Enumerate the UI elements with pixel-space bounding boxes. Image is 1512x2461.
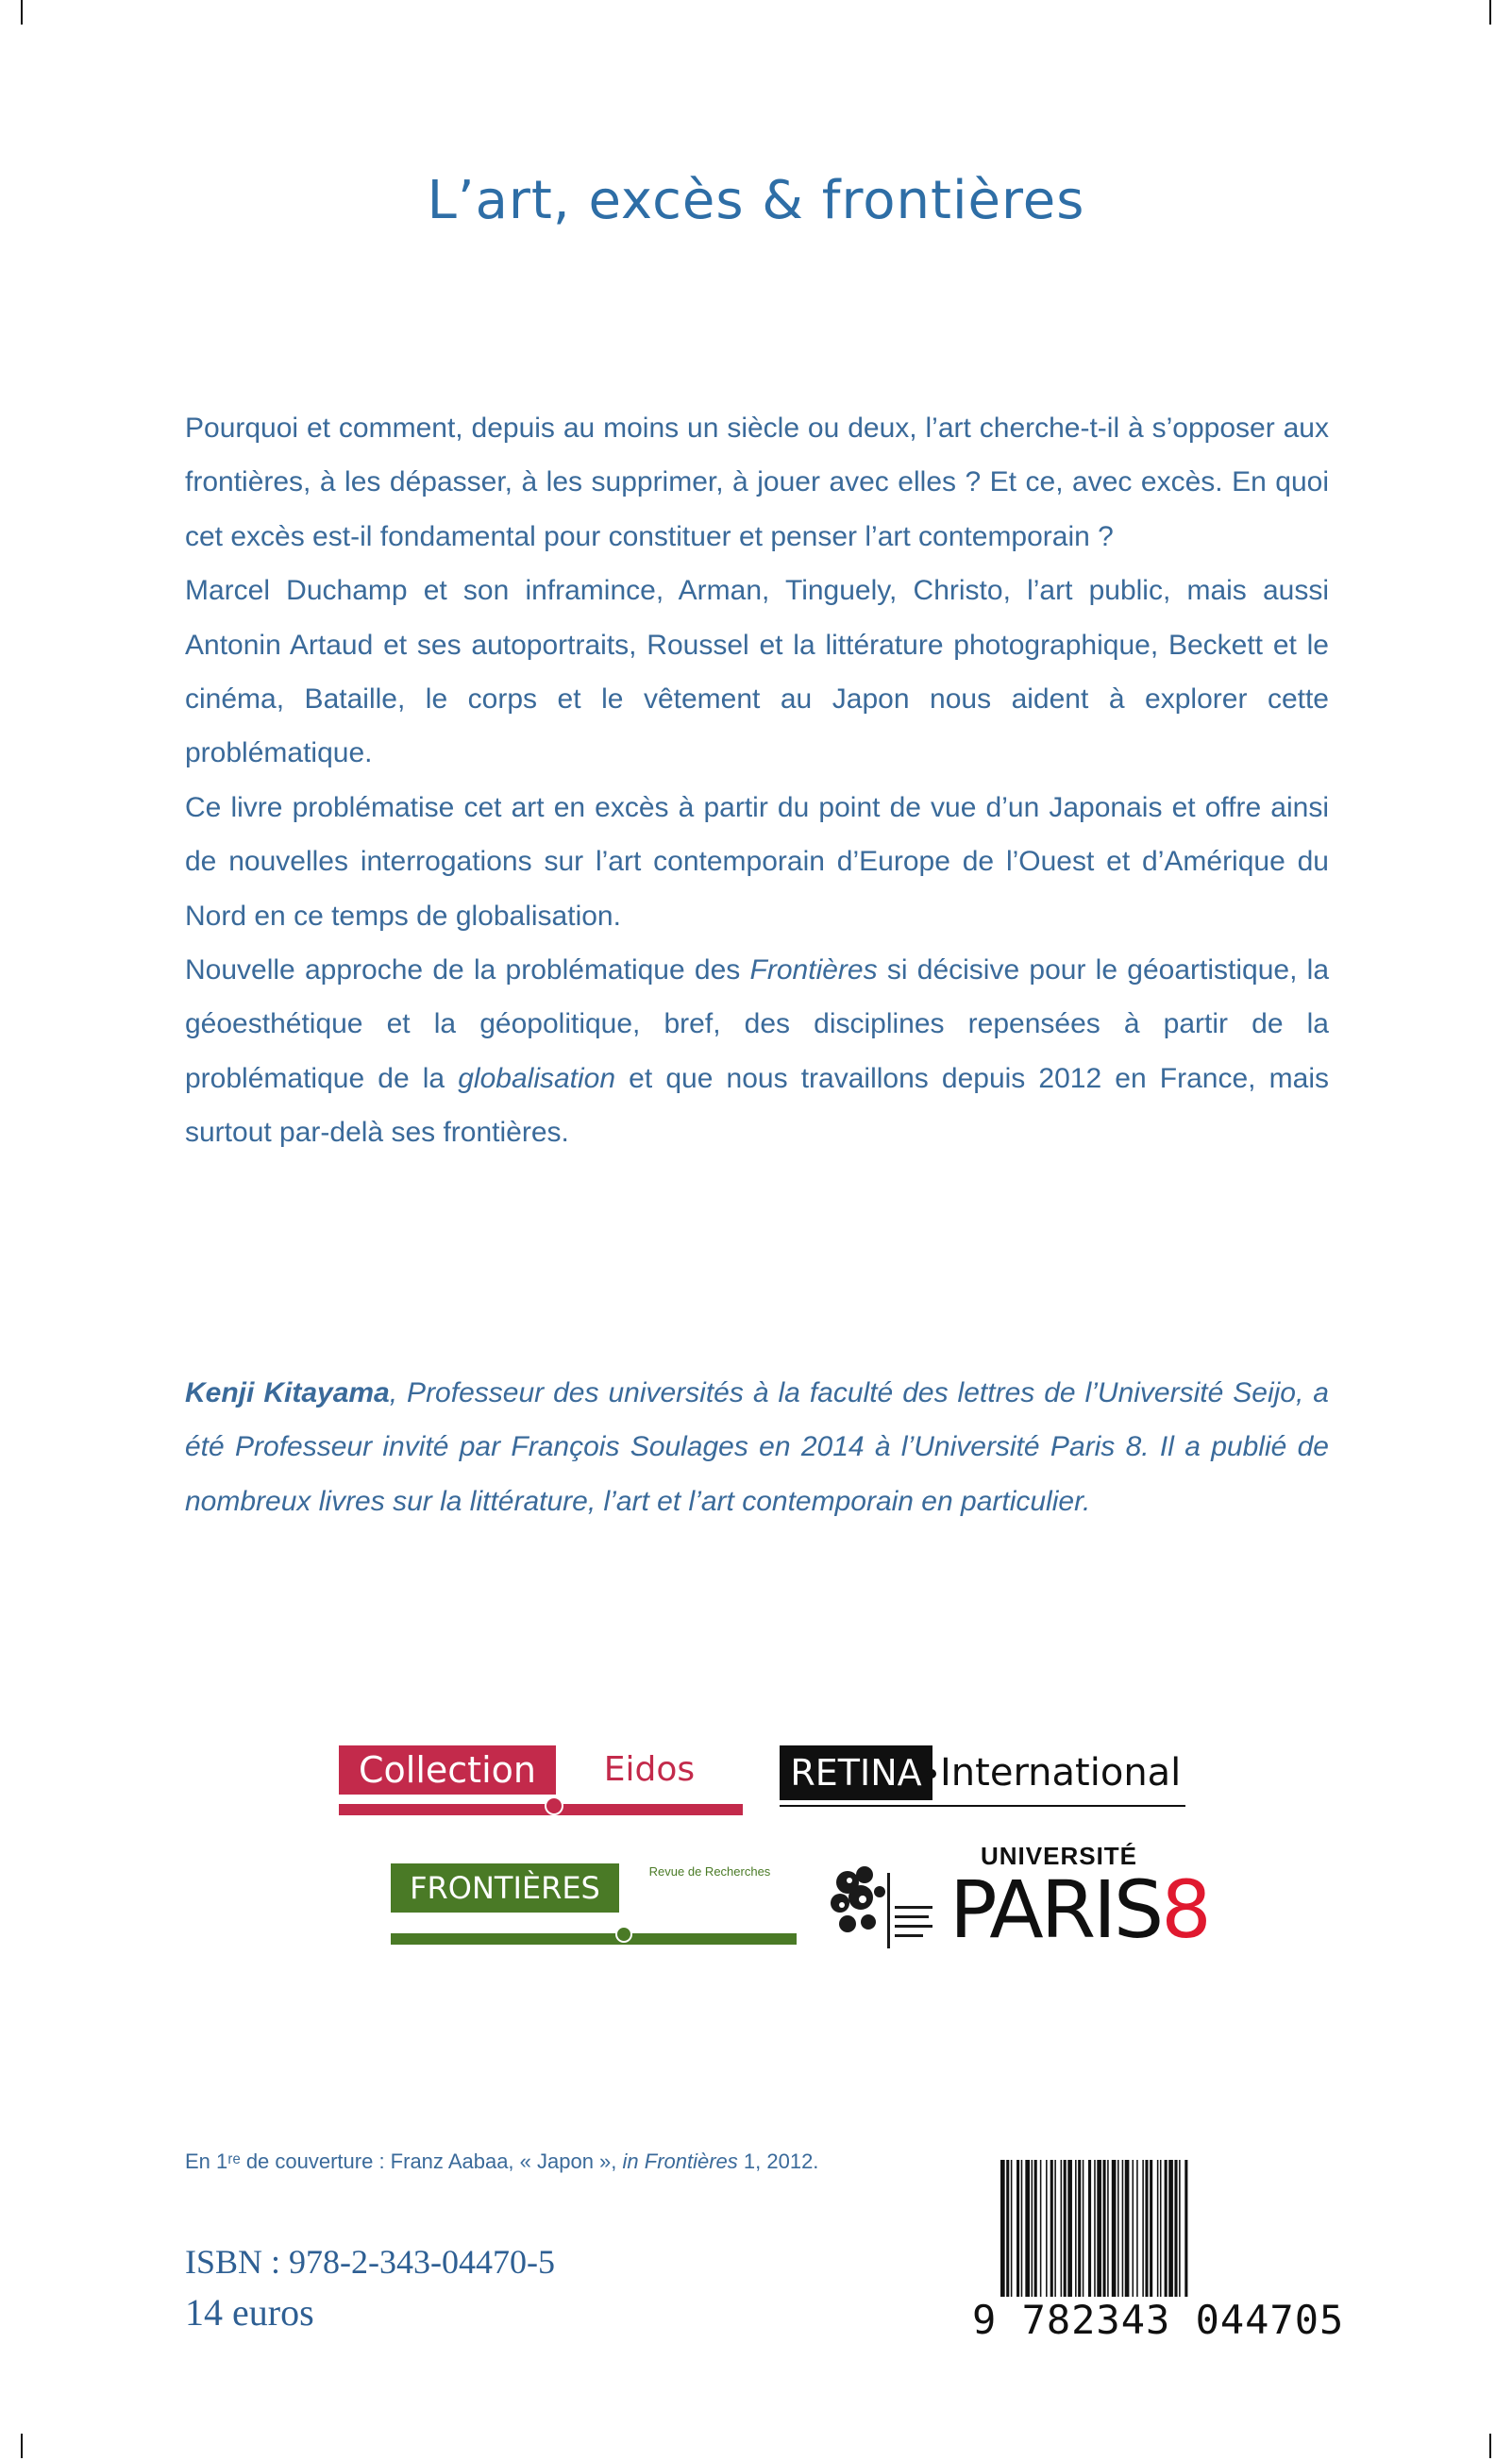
author-name: Kenji Kitayama — [185, 1377, 390, 1408]
collection-logo-label: Collection — [339, 1745, 556, 1795]
frontieres-logo-subtitle: Revue de Recherches — [648, 1864, 771, 1879]
retina-logo-box: RETINA — [780, 1745, 932, 1800]
blurb-paragraph-4 — [185, 943, 1329, 1160]
book-title: L’art, excès & frontières — [427, 170, 1085, 231]
blurb-paragraph-2: Marcel Duchamp et son inframince, Arman, Tinguely, Christo, l’art public, mais aussi Antonin Artaud et ses autoportraits, Roussel et la littérature photographique, Beckett et le cinéma, Bataille, le corps et le vêtement au Japon nous aident à explorer cette problématique. — [185, 575, 1329, 769]
cover-credit — [185, 2149, 818, 2174]
crop-mark-top-right — [1489, 0, 1491, 25]
retina-logo-dot — [927, 1769, 936, 1778]
frontieres-logo-bar — [391, 1933, 797, 1945]
barcode-digits: 9 782343 044705 — [972, 2297, 1350, 2343]
lab-emblem-icon — [819, 1854, 942, 1958]
frontieres-logo-label: FRONTIÈRES — [391, 1863, 619, 1913]
crop-mark-bottom-right — [1489, 2434, 1491, 2458]
p4-text-1: Nouvelle approche de la problématique des — [185, 954, 750, 986]
author-bio — [185, 1366, 1329, 1528]
credit-text-2: 1, 2012. — [737, 2149, 819, 2173]
collection-logo-name: Eidos — [603, 1750, 696, 1789]
crop-mark-top-left — [21, 0, 23, 25]
retina-logo-line — [780, 1805, 1185, 1807]
price: 14 euros — [185, 2291, 314, 2334]
university-logo-paris: PARIS — [949, 1863, 1162, 1956]
p4-text-3: et que nous travaillons depuis 2012 en France, mais surtout par-delà ses frontières. — [185, 1062, 1329, 1149]
crop-mark-bottom-left — [21, 2434, 23, 2458]
credit-text-1: En 1ʳᵉ de couverture : Franz Aabaa, « Japon », — [185, 2149, 623, 2173]
p4-emphasis-2: globalisation — [458, 1062, 616, 1094]
isbn: ISBN : 978-2-343-04470-5 — [185, 2243, 555, 2281]
credit-emphasis: in Frontières — [622, 2149, 738, 2173]
university-logo-label: UNIVERSITÉ — [980, 1842, 1138, 1870]
frontieres-logo-dot — [615, 1926, 632, 1943]
collection-logo-dot — [545, 1796, 563, 1815]
p4-text-2: si décisive pour le géoartistique, la géoesthétique et la géopolitique, bref, des disciplines repensées à partir de la problématique de la — [185, 954, 1329, 1094]
blurb-paragraph-3: Ce livre problématise cet art en excès à partir du point de vue d’un Japonais et offre ainsi de nouvelles interrogations sur l’art contemporain d’Europe de l’Ouest et d’Amérique du Nord en ce temps de globalisation. — [185, 791, 1329, 932]
retina-logo-text: International — [940, 1751, 1182, 1795]
author-bio-text: , Professeur des universités à la faculté des lettres de l’Université Seijo, a été Professeur invité par François Soulages en 2014 à l’Université Paris 8. Il a publié de nombreux livres sur la littérature, l’art et l’art contemporain en particulier. — [185, 1377, 1329, 1517]
p4-emphasis-1: Frontières — [749, 954, 878, 986]
blurb-paragraph-1: Pourquoi et comment, depuis au moins un siècle ou deux, l’art cherche-t-il à s’opposer aux frontières, à les dépasser, à les supprimer, à jouer avec elles ? Et ce, avec excès. En quoi cet excès est-il fondamental pour constituer et penser l’art contemporain ? — [185, 413, 1329, 552]
collection-logo-bar — [339, 1804, 743, 1815]
university-logo-name — [949, 1863, 1209, 1956]
blurb — [185, 401, 1329, 1160]
university-logo-number: 8 — [1161, 1863, 1209, 1956]
